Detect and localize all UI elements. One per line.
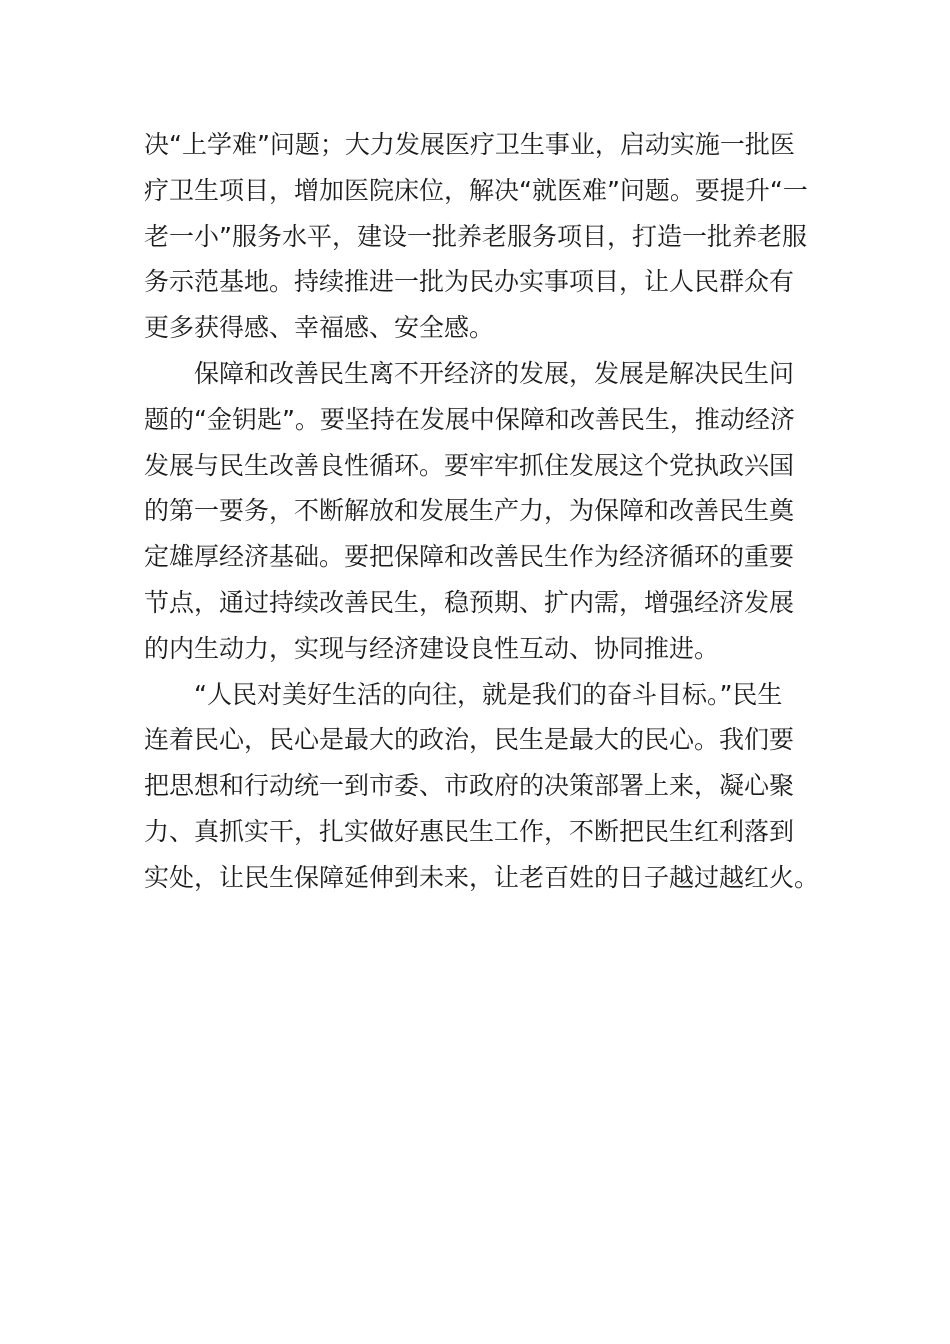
paragraph-line: 题的“金钥匙”。要坚持在发展中保障和改善民生，推动经济: [144, 404, 795, 434]
paragraph-line: 保障和改善民生离不开经济的发展，发展是解决民生问: [194, 358, 795, 388]
paragraph-line: 的第一要务，不断解放和发展生产力，为保障和改善民生奠: [144, 496, 795, 526]
paragraph-line: 更多获得感、幸福感、安全感。: [144, 313, 495, 343]
paragraph-line: 老一小”服务水平，建设一批养老服务项目，打造一批养老服: [144, 221, 807, 251]
paragraph-line: 发展与民生改善良性循环。要牢牢抓住发展这个党执政兴国: [144, 450, 795, 480]
paragraph-line: 定雄厚经济基础。要把保障和改善民生作为经济循环的重要: [144, 542, 795, 572]
paragraph-line: 连着民心，民心是最大的政治，民生是最大的民心。我们要: [144, 725, 795, 755]
paragraph-line: 节点，通过持续改善民生，稳预期、扩内需，增强经济发展: [144, 587, 795, 617]
paragraph-line: 力、真抓实干，扎实做好惠民生工作，不断把民生红利落到: [144, 816, 795, 846]
paragraph-1: [144, 122, 824, 351]
paragraph-line: “人民对美好生活的向往，就是我们的奋斗目标。”民生: [194, 679, 783, 709]
paragraph-line: 实处，让民生保障延伸到未来，让老百姓的日子越过越红火。: [144, 862, 820, 892]
paragraph-line: 的内生动力，实现与经济建设良性互动、协同推进。: [144, 633, 720, 663]
paragraph-line: 疗卫生项目，增加医院床位，解决“就医难”问题。要提升“一: [144, 175, 808, 205]
paragraph-3: [144, 672, 824, 901]
document-body: [144, 122, 824, 901]
paragraph-2: [144, 351, 824, 672]
paragraph-line: 把思想和行动统一到市委、市政府的决策部署上来，凝心聚: [144, 771, 795, 801]
paragraph-line: 务示范基地。持续推进一批为民办实事项目，让人民群众有: [144, 267, 795, 297]
paragraph-line: 决“上学难”问题；大力发展医疗卫生事业，启动实施一批医: [144, 130, 795, 159]
